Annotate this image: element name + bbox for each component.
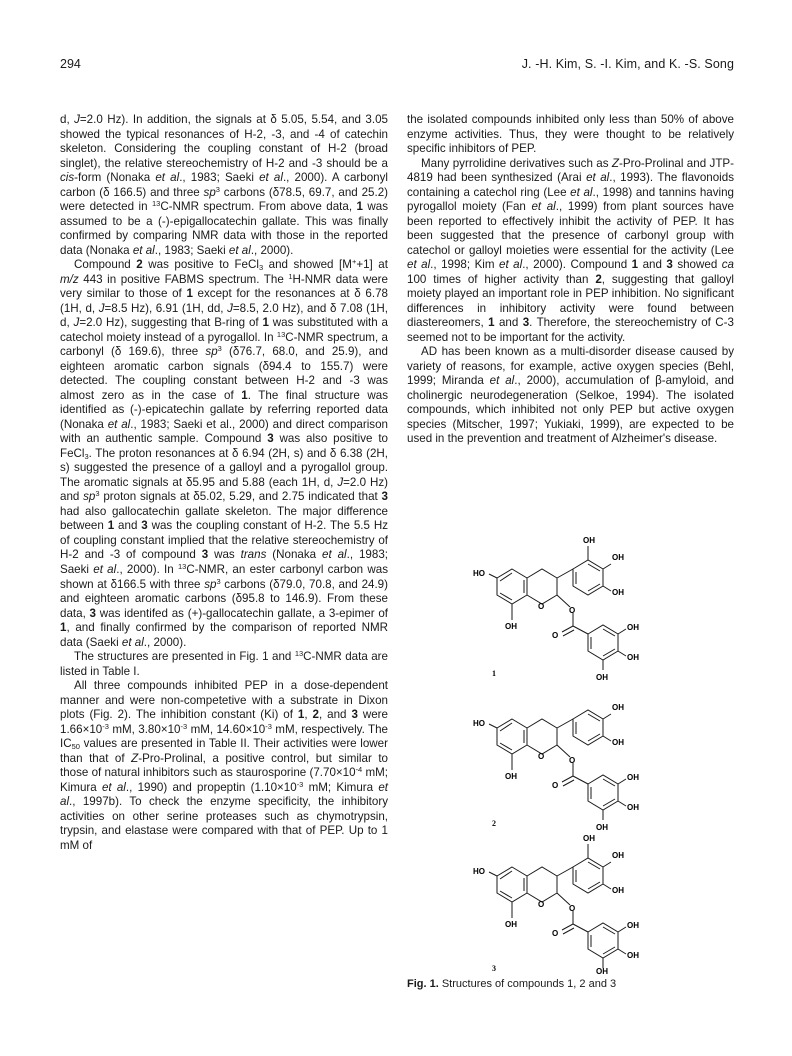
paragraph: the isolated compounds inhibited only less than 50% of above enzyme activities. Thus, they were thought to be relatively specific inhibitors of PEP.: [407, 113, 734, 156]
oh-label: OH: [627, 773, 639, 782]
paragraph: AD has been known as a multi-disorder disease caused by variety of reasons, for example, active oxygen species (Behl, 1999; Miranda et al., 2000), accumulation of β-amyloid, and cholinergic neurodegeneration (Selkoe, 1994). The isolated compounds, which inhibited not only PEP but active oxygen species (Mitscher, 1997; Yukiaki, 1999), are expected to be used in the prevention and treatment of Alzheimer's disease.: [407, 345, 734, 446]
compound-number: 3: [492, 964, 496, 973]
oh-label: OH: [612, 738, 624, 747]
compound-1-structure: [473, 536, 639, 682]
running-header: [60, 57, 734, 75]
oh-label: OH: [583, 834, 595, 843]
caption-text: Structures of compounds 1, 2 and 3: [441, 978, 617, 990]
page-number: 294: [60, 57, 81, 71]
ester-oxygen-label: O: [569, 606, 576, 615]
oh-label: OH: [505, 772, 517, 781]
carbonyl-oxygen-label: O: [552, 631, 559, 640]
oh-label: OH: [612, 851, 624, 860]
ho-label: HO: [473, 569, 485, 578]
ester-oxygen-label: O: [569, 904, 576, 913]
carbonyl-oxygen-label: O: [552, 781, 559, 790]
ester-oxygen-label: O: [569, 756, 576, 765]
paragraph: Compound 2 was positive to FeCl$_3$ and showed [M++1] at m/z 443 in positive FABMS spectrum. The $^1$H-NMR data were very similar to those of 1 except for the resonances at δ 6.78 (1H, d, J=8.5 Hz), 6.91 (1H, dd, J=8.5, 2.0 Hz), and δ 7.08 (1H, d, J=2.0 Hz), suggesting that B-ring of 1 was substituted with a catechol moiety instead of a pyrogallol. In $^{13}$C-NMR spectrum, a carbonyl (δ 169.6), three $sp^3$ (δ76.7, 68.0, and 25.9), and eighteen aromatic carbon signals (δ94.4 to 155.7) were detected. The coupling constant between H-2 and -3 was almost zero as in the case of 1. The final structure was identified as (-)-epicatechin gallate by referring reported data (Nonaka et al., 1983; Saeki et al., 2000) and direct comparison with an authentic sample. Compound 3 was also positive to FeCl$_3$. The proton resonances at δ 6.94 (2H, s) and δ 6.38 (2H, s) suggested the presence of a galloyl and a pyrogallol group. The aromatic signals at δ5.95 and 5.88 (each 1H, d, J=2.0 Hz) and $sp^3$ proton signals at δ5.02, 5.29, and 2.75 indicated that 3 had also gallocatechin gallate skeleton. The major difference between 1 and 3 was the coupling constant of H-2. The 5.5 Hz of coupling constant implied that the relative stereochemistry of H-2 and -3 of compound 3 was trans (Nonaka et al., 1983; Saeki et al., 2000). In $^{13}$C-NMR, an ester carbonyl carbon was shown at δ166.5 with three $sp^3$ carbons (δ79.0, 70.8, and 24.9) and eighteen aromatic carbons (δ95.8 to 146.9). From these data, 3 was identifed as (+)-gallocatechin gallate, a 3-epimer of 1, and finally confirmed by the comparison of reported NMR data (Saeki et al., 2000).: [60, 257, 389, 649]
running-authors: J. -H. Kim, S. -I. Kim, and K. -S. Song: [521, 57, 734, 71]
right-column: [407, 113, 734, 447]
chemical-structures: [407, 528, 734, 990]
carbonyl-oxygen-label: O: [552, 929, 559, 938]
oh-label: OH: [627, 803, 639, 812]
compound-3-structure: [473, 834, 639, 976]
oh-label: OH: [612, 703, 624, 712]
oh-label: OH: [627, 653, 639, 662]
oh-label: OH: [583, 536, 595, 545]
oh-label: OH: [505, 920, 517, 929]
figure-label: Fig. 1.: [407, 978, 439, 990]
figure-1: [407, 528, 734, 990]
paragraph: All three compounds inhibited PEP in a dose-dependent manner and were non-competetive with a substrate in Dixon plots (Fig. 2). The inhibition constant (Ki) of 1, 2, and 3 were $1.66\times 10^{-3}$ mM, $3.80\times 10^{-3}$ mM, $14.60\times 10^{-3}$ mM, respectively. The $IC_{50}$ values are presented in Table II. Their activities were lower than that of Z-Pro-Prolinal, a positive control, but similar to those of natural inhibitors such as staurosporine ($7.70\times 10^{-4}$ mM; Kimura et al., 1990) and propeptin ($1.10\times 10^{-3}$ mM; Kimura et al., 1997b). To check the enzyme specificity, the inhibitory activities on other serine proteases such as chymotrypsin, trypsin, and elastase were compared with that of PEP. Up to 1 mM of: [60, 679, 388, 852]
left-column: [60, 113, 388, 853]
paragraph: Many pyrrolidine derivatives such as Z-Pro-Prolinal and JTP-4819 had been synthesized (Arai et al., 1993). The flavonoids containing a catechol ring (Lee et al., 1998) and tannins having pyrogallol moiety (Fan et al., 1999) from plant sources have been reported to effectively inhibit the activity of PEP. It has been suggested that the presence of carbonyl group with catechol or galloyl moieties were essential for the activity (Lee et al., 1998; Kim et al., 2000). Compound 1 and 3 showed ca 100 times of higher activity than 2, suggesting that galloyl moiety played an important role in PEP inhibition. No significant differences in inhibitory activity were found between diastereomers, 1 and 3. Therefore, the stereochemistry of C-3 seemed not to be important for the activity.: [407, 156, 735, 344]
ho-label: HO: [473, 719, 485, 728]
oh-label: OH: [505, 622, 517, 631]
oh-label: OH: [596, 823, 608, 832]
ring-oxygen-label: O: [538, 752, 545, 761]
ho-label: HO: [473, 867, 485, 876]
oh-label: OH: [627, 623, 639, 632]
oh-label: OH: [612, 588, 624, 597]
paragraph: The structures are presented in Fig. 1 and $^{13}$C-NMR data are listed in Table I.: [60, 649, 388, 678]
oh-label: OH: [627, 951, 639, 960]
compound-number: 1: [492, 669, 496, 678]
oh-label: OH: [596, 673, 608, 682]
oh-label: OH: [612, 553, 624, 562]
paragraph: d, J=2.0 Hz). In addition, the signals at δ 5.05, 5.54, and 3.05 showed the typical resonances of H-2, -3, and -4 of catechin skeleton. Considering the coupling constant of H-2 (broad singlet), the relative stereochemistry of H-2 and -3 should be a cis-form (Nonaka et al., 1983; Saeki et al., 2000). A carbonyl carbon (δ 166.5) and three $sp^3$ carbons (δ78.5, 69.7, and 25.2) were detected in $^{13}$C-NMR spectrum. From above data, 1 was assumed to be a (-)-epigallocatechin gallate. This was finally confirmed by comparing NMR data with those in the reported data (Nonaka et al., 1983; Saeki et al., 2000).: [60, 113, 388, 257]
figure-caption: [407, 978, 734, 990]
ring-oxygen-label: O: [538, 900, 545, 909]
oh-label: OH: [612, 886, 624, 895]
compound-number: 2: [492, 819, 496, 828]
compound-2-structure: [473, 703, 639, 832]
oh-label: OH: [627, 921, 639, 930]
ring-oxygen-label: O: [538, 602, 545, 611]
oh-label: OH: [596, 967, 608, 976]
